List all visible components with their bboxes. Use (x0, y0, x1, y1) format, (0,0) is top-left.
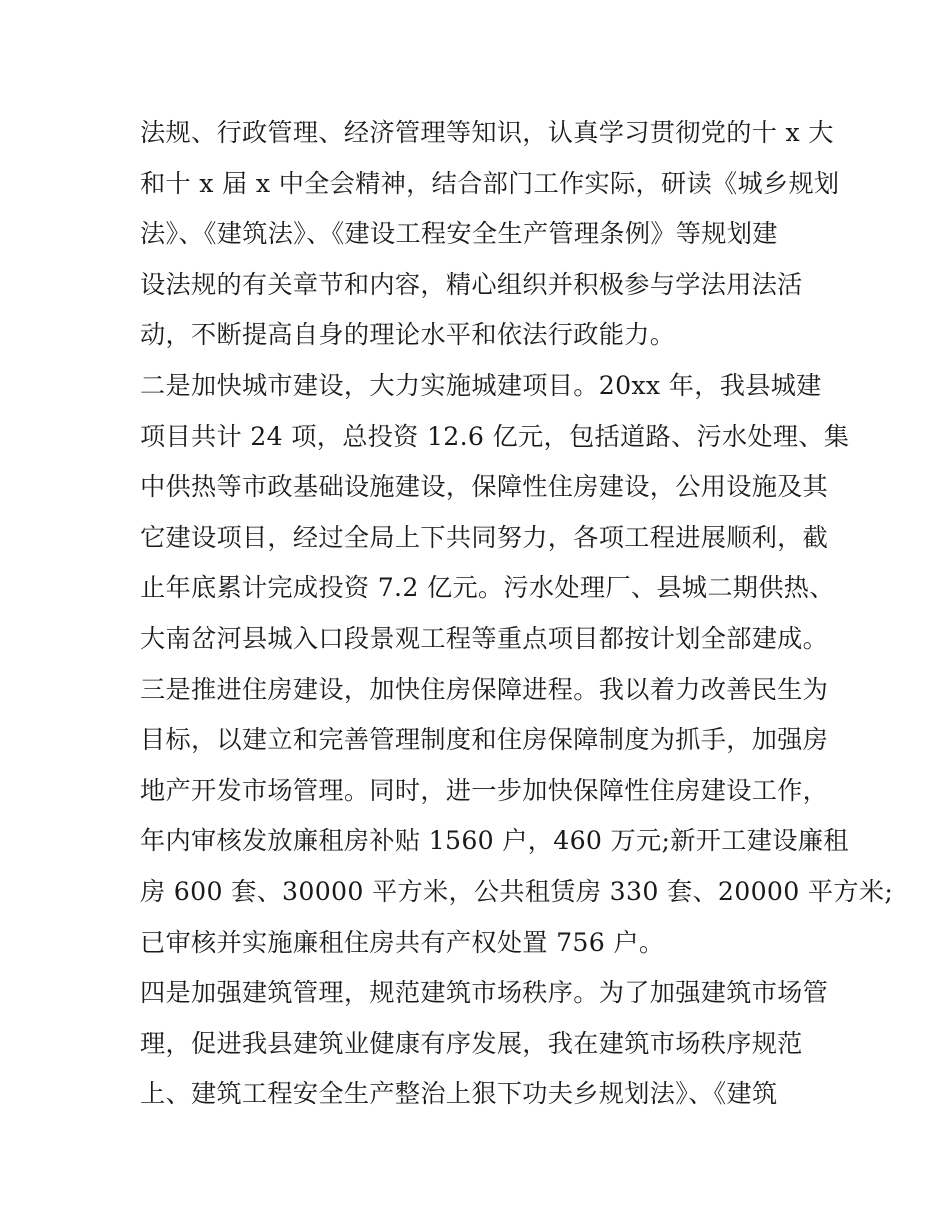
paragraph-3-start: 三是推进住房建设，加快住房保障进程。我以着力改善民生为 (140, 674, 829, 704)
text-line: 年内审核发放廉租房补贴 1560 户，460 万元;新开工建设廉租 (140, 826, 849, 856)
paragraph-4-start: 四是加强建筑管理，规范建筑市场秩序。为了加强建筑市场管 (140, 978, 829, 1008)
text-line: 法规、行政管理、经济管理等知识，认真学习贯彻党的十 x 大 (140, 118, 834, 147)
text-line: 它建设项目，经过全局上下共同努力，各项工程进展顺利，截 (140, 522, 829, 552)
text-line: 已审核并实施廉租住房共有产权处置 756 户。 (140, 927, 665, 957)
text-line: 中供热等市政基础设施建设，保障性住房建设，公用设施及其 (140, 472, 829, 502)
text-line: 项目共计 24 项，总投资 12.6 亿元，包括道路、污水处理、集 (140, 421, 850, 451)
text-line: 地产开发市场管理。同时，进一步加快保障性住房建设工作， (140, 775, 829, 805)
text-line: 房 600 套、30000 平方米，公共租赁房 330 套、20000 平方米; (140, 876, 894, 906)
text-line: 理，促进我县建筑业健康有序发展，我在建筑市场秩序规范 (140, 1028, 803, 1058)
text-line: 和十 x 届 x 中全会精神，结合部门工作实际，研读《城乡规划 (140, 168, 840, 198)
paragraph-2-start: 二是加快城市建设，大力实施城建项目。20xx 年，我县城建 (140, 370, 822, 400)
document-body (140, 108, 894, 1120)
text-line: 上、建筑工程安全生产整治上狠下功夫乡规划法》、《建筑 (140, 1079, 778, 1109)
text-line: 大南岔河县城入口段景观工程等重点项目都按计划全部建成。 (140, 623, 829, 653)
text-line: 设法规的有关章节和内容，精心组织并积极参与学法用法活 (140, 269, 803, 299)
text-line: 止年底累计完成投资 7.2 亿元。污水处理厂、县城二期供热、 (140, 573, 835, 603)
text-line: 法》、《建筑法》、《建设工程安全生产管理条例》等规划建 (140, 219, 778, 249)
text-line: 目标，以建立和完善管理制度和住房保障制度为抓手，加强房 (140, 725, 829, 755)
text-line: 动，不断提高自身的理论水平和依法行政能力。 (140, 320, 676, 350)
